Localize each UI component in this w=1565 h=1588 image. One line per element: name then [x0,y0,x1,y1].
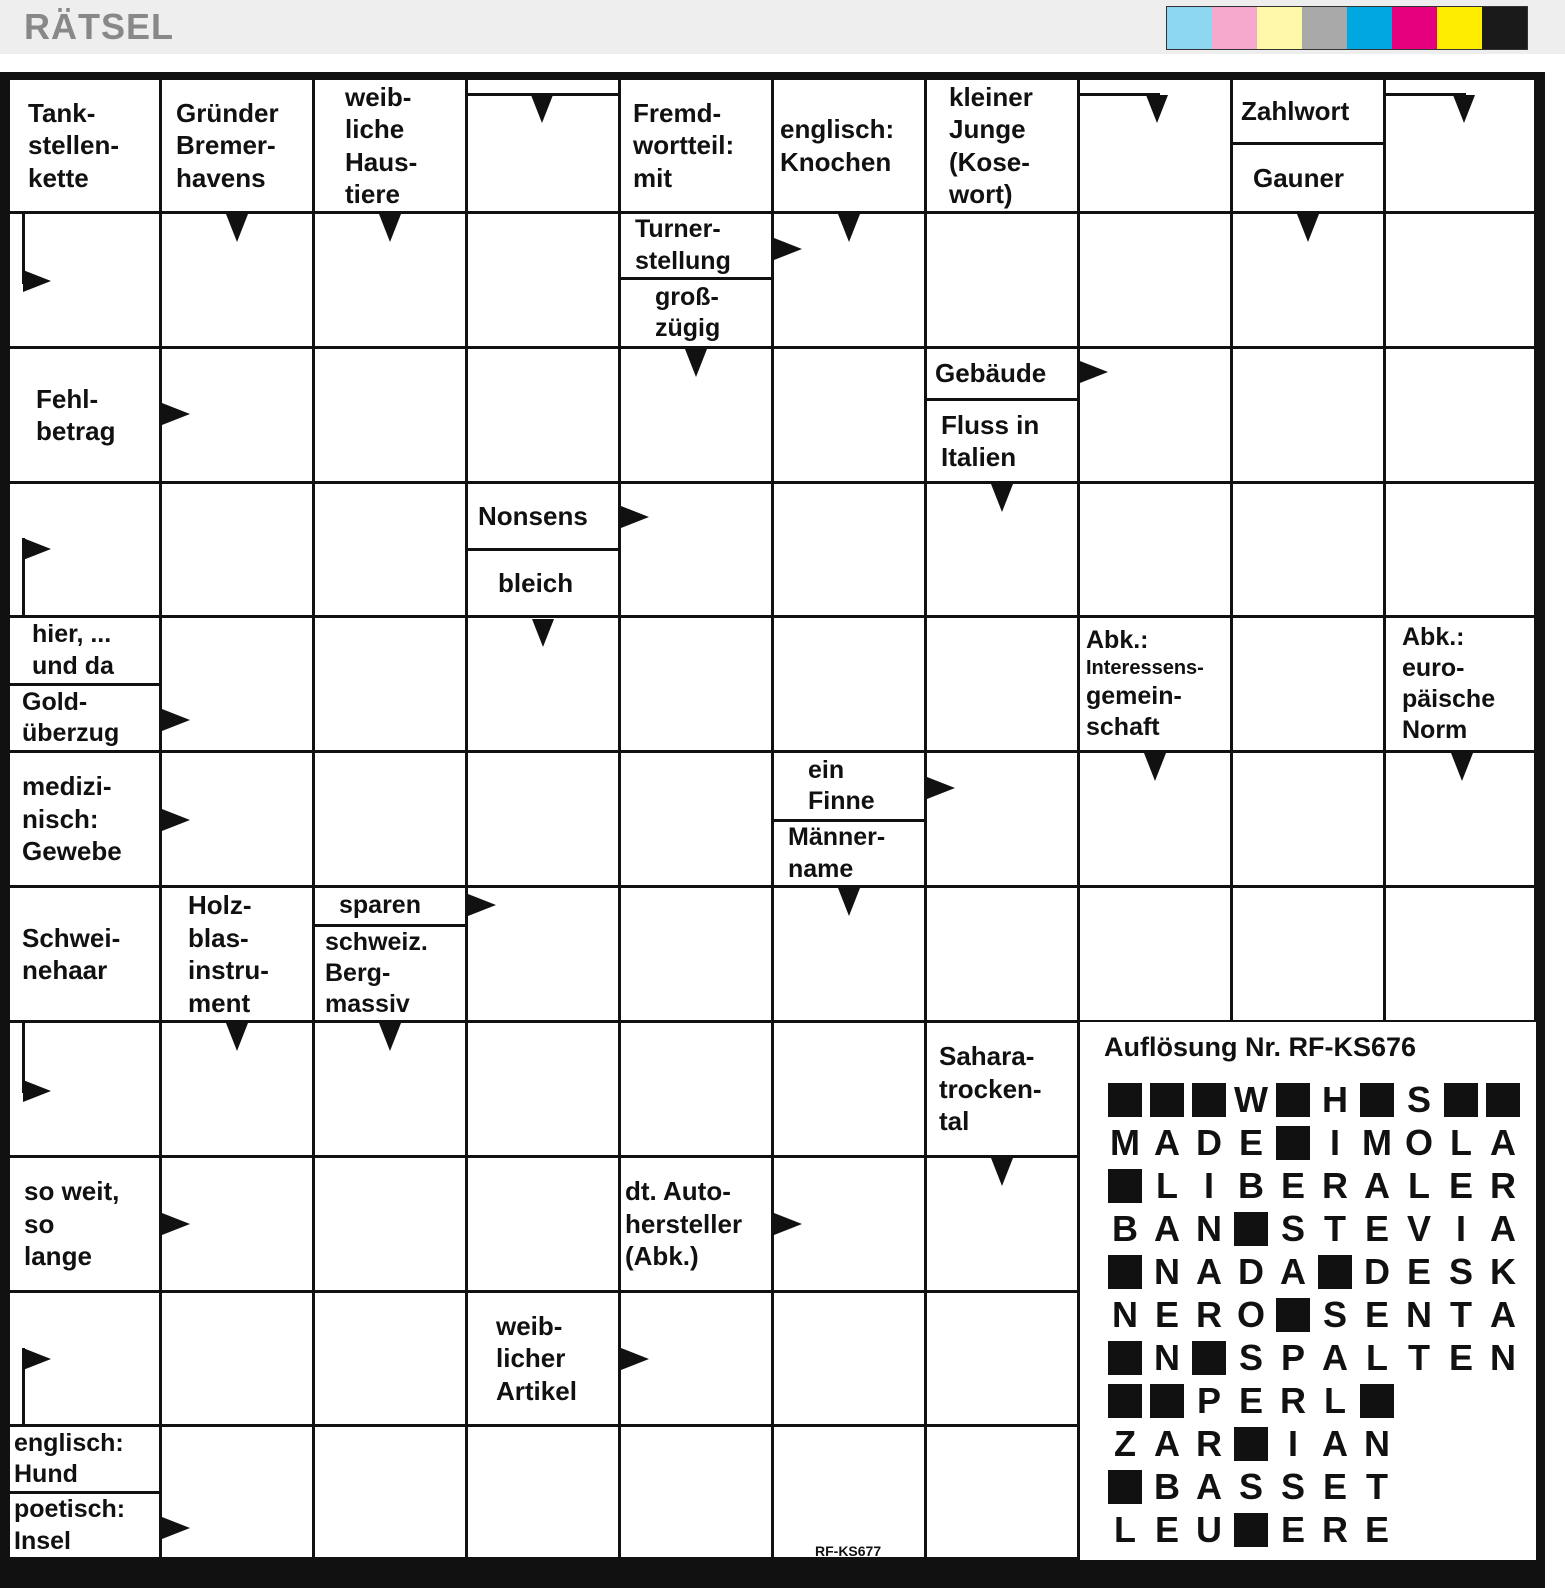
solution-letter: A [1490,1208,1516,1249]
solution-block [1314,1252,1356,1292]
solution-block [1104,1166,1146,1206]
solution-letter: N [1406,1294,1432,1335]
solution-row [1104,1510,1398,1550]
grid-cell[interactable] [315,484,465,615]
solution-letter: E [1364,1294,1389,1335]
grid-cell[interactable] [774,1427,924,1557]
arrow-down-icon [991,1158,1013,1186]
black-square-icon [1318,1255,1352,1289]
solution-block [1272,1123,1314,1163]
grid-cell[interactable] [468,1023,618,1155]
black-square-icon [1360,1083,1394,1117]
arrow-stem [22,214,25,284]
solution-letter: E [1322,1466,1347,1507]
arrow-down-icon [1144,753,1166,781]
solution-letter: T [1408,1337,1430,1378]
arrow-right-icon [23,1080,51,1102]
solution-letter: B [1238,1165,1264,1206]
arrow-down-icon [379,1023,401,1051]
color-swatch [1482,7,1527,49]
arrow-stem [22,1348,25,1426]
arrow-stem [22,538,25,618]
clue-maennername: Männer- name [774,822,924,885]
grid-cell[interactable] [621,753,771,885]
solution-row [1104,1252,1524,1292]
grid-cell[interactable] [927,753,1077,885]
grid-cell[interactable] [315,618,465,750]
arrow-right-icon [774,1213,802,1235]
clue-schweiz-bergmassiv: schweiz. Berg- massiv [315,927,465,1020]
clue-gauner: Gauner [1233,145,1383,211]
color-swatch [1212,7,1257,49]
grid-cell[interactable] [774,618,924,750]
solution-letter: L [1324,1380,1346,1421]
black-square-icon [1108,1470,1142,1504]
grid-cell[interactable] [315,753,465,885]
arrow-stem [22,1023,25,1093]
arrow-right-icon [162,1213,190,1235]
arrow-stem [1080,93,1160,96]
solution-letter: W [1234,1079,1268,1120]
arrow-right-icon [162,1517,190,1539]
solution-row [1104,1123,1524,1163]
solution-letter: E [1364,1208,1389,1249]
grid-cell[interactable] [621,1427,771,1557]
black-square-icon [1276,1126,1310,1160]
grid-cell[interactable] [315,1427,465,1557]
solution-letter: I [1287,1423,1298,1464]
arrow-down-icon [838,888,860,916]
black-square-icon [1234,1427,1268,1461]
clue-englisch-hund: englisch: Hund [10,1427,159,1491]
grid-cell[interactable] [315,1158,465,1290]
grid-cell[interactable] [1386,349,1534,481]
clue-holzblasinstrument: Holz- blas- instru- ment [162,888,312,1020]
clue-turnerstellung: Turner- stellung [621,214,771,277]
arrow-right-icon [621,506,649,528]
grid-cell[interactable] [315,349,465,481]
solution-letter: Z [1114,1423,1136,1464]
black-square-icon [1444,1083,1478,1117]
solution-letter: D [1196,1122,1222,1163]
black-square-icon [1192,1341,1226,1375]
arrow-down-icon [226,214,248,242]
grid-cell[interactable] [927,1427,1077,1557]
solution-letter: N [1364,1423,1390,1464]
arrow-right-icon [162,403,190,425]
clue-nonsens: Nonsens [468,484,618,548]
solution-block [1230,1510,1272,1550]
black-square-icon [1150,1384,1184,1418]
header-bar [0,0,1565,54]
solution-letter: E [1448,1165,1473,1206]
solution-letter: R [1280,1380,1306,1421]
black-square-icon [1108,1255,1142,1289]
solution-letter: N [1154,1337,1180,1378]
solution-letter: V [1406,1208,1431,1249]
solution-letter: A [1154,1208,1180,1249]
solution-block [1272,1295,1314,1335]
clue-tankstellenkette: Tank- stellen- kette [10,80,159,211]
clue-text-part: gemein- schaft [1086,681,1182,742]
solution-letter: E [1238,1380,1263,1421]
clue-weibliche-haustiere: weib- liche Haus- tiere [315,80,465,211]
solution-letter: N [1112,1294,1138,1335]
solution-letter: S [1406,1079,1431,1120]
black-square-icon [1276,1298,1310,1332]
solution-letter: S [1322,1294,1347,1335]
solution-letter: P [1280,1337,1305,1378]
solution-letter: T [1450,1294,1472,1335]
clue-dt-autohersteller: dt. Auto- hersteller (Abk.) [621,1158,771,1290]
black-square-icon [1486,1083,1520,1117]
clue-englisch-knochen: englisch: Knochen [774,80,924,211]
arrow-right-icon [1080,361,1108,383]
solution-letter: E [1280,1165,1305,1206]
arrow-down-icon [1146,95,1168,123]
arrow-down-icon [1451,753,1473,781]
color-swatch [1347,7,1392,49]
solution-block [1104,1338,1146,1378]
solution-row [1104,1381,1398,1421]
solution-letter: L [1450,1122,1472,1163]
color-swatches [1166,6,1528,50]
clue-bleich: bleich [468,551,618,615]
grid-cell[interactable] [1233,349,1383,481]
solution-letter: R [1322,1509,1348,1550]
grid-cell[interactable] [927,1293,1077,1424]
grid-cell[interactable] [1233,888,1383,1020]
arrow-right-icon [162,809,190,831]
grid-cell[interactable] [1080,484,1230,615]
solution-letter: D [1364,1251,1390,1292]
arrow-right-icon [774,238,802,260]
solution-panel [1080,1022,1536,1560]
clue-poetisch-insel: poetisch: Insel [10,1494,159,1557]
color-swatch [1257,7,1302,49]
black-square-icon [1360,1384,1394,1418]
grid-cell[interactable] [774,1023,924,1155]
grid-cell[interactable] [774,484,924,615]
solution-letter: N [1196,1208,1222,1249]
solution-block [1440,1080,1482,1120]
solution-row [1104,1424,1398,1464]
clue-fremdwortteil: Fremd- wortteil: mit [621,80,771,211]
solution-letter: T [1366,1466,1388,1507]
clue-medizinisch: medizi- nisch: Gewebe [10,753,159,885]
solution-block [1356,1381,1398,1421]
grid-cell[interactable] [162,1293,312,1424]
solution-letter: E [1280,1509,1305,1550]
color-swatch [1437,7,1482,49]
solution-block [1104,1080,1146,1120]
solution-letter: L [1114,1509,1136,1550]
grid-cell[interactable] [1386,484,1534,615]
solution-letter: L [1156,1165,1178,1206]
arrow-right-icon [927,777,955,799]
clue-zahlwort: Zahlwort [1233,80,1383,142]
arrow-stem [1386,93,1466,96]
grid-cell[interactable] [1233,753,1383,885]
black-square-icon [1276,1083,1310,1117]
arrow-right-icon [621,1348,649,1370]
puzzle-code: RF-KS677 [815,1543,882,1559]
black-square-icon [1192,1083,1226,1117]
solution-letter: O [1404,1122,1433,1163]
solution-letter: N [1490,1337,1516,1378]
solution-row [1104,1209,1524,1249]
solution-block [1146,1381,1188,1421]
clue-goldueberzug: Gold- überzug [10,686,159,750]
solution-letter: S [1280,1466,1305,1507]
grid-cell[interactable] [774,349,924,481]
arrow-right-icon [23,270,51,292]
solution-letter: S [1448,1251,1473,1292]
solution-letter: B [1154,1466,1180,1507]
clue-kleiner-junge: kleiner Junge (Kose- wort) [927,80,1077,211]
solution-block [1104,1252,1146,1292]
clue-gruender: Gründer Bremer- havens [162,80,312,211]
arrow-down-icon [1453,95,1475,123]
solution-block [1272,1080,1314,1120]
clue-text-part: Interessens- [1086,656,1204,679]
arrow-right-icon [162,709,190,731]
black-square-icon [1234,1212,1268,1246]
solution-letter: R [1490,1165,1516,1206]
arrow-right-icon [23,1348,51,1370]
solution-letter: E [1406,1251,1431,1292]
grid-cell[interactable] [621,484,771,615]
solution-row [1104,1080,1524,1120]
grid-cell[interactable] [1386,214,1534,346]
black-square-icon [1108,1341,1142,1375]
black-square-icon [1108,1384,1142,1418]
arrow-stem [468,93,618,96]
solution-letter: K [1490,1251,1516,1292]
solution-block [1356,1080,1398,1120]
grid-cell[interactable] [621,1023,771,1155]
solution-letter: A [1196,1251,1222,1292]
clue-gebaeude: Gebäude [927,349,1077,398]
clue-abk-norm: Abk.: euro- päische Norm [1386,618,1534,750]
arrow-down-icon [1297,214,1319,242]
solution-letter: A [1154,1122,1180,1163]
solution-letter: M [1362,1122,1392,1163]
solution-block [1146,1080,1188,1120]
arrow-down-icon [532,619,554,647]
solution-letter: A [1490,1294,1516,1335]
black-square-icon [1108,1083,1142,1117]
clue-abk-interessensgemeinschaft [1080,618,1230,750]
solution-letter: L [1408,1165,1430,1206]
solution-row [1104,1166,1524,1206]
solution-letter: T [1324,1208,1346,1249]
solution-letter: D [1238,1251,1264,1292]
grid-cell[interactable] [315,1293,465,1424]
black-square-icon [1150,1083,1184,1117]
grid-cell[interactable] [1080,214,1230,346]
solution-block [1188,1338,1230,1378]
clue-sparen: sparen [315,888,465,924]
grid-cell[interactable] [621,618,771,750]
solution-letter: O [1236,1294,1265,1335]
grid-cell[interactable] [468,349,618,481]
solution-letter: E [1238,1122,1263,1163]
clue-saharatrockental: Sahara- trocken- tal [927,1023,1077,1155]
solution-letter: A [1322,1337,1348,1378]
solution-letter: M [1110,1122,1140,1163]
solution-row [1104,1295,1524,1335]
grid-cell[interactable] [1386,888,1534,1020]
solution-letter: S [1280,1208,1305,1249]
solution-letter: A [1154,1423,1180,1464]
solution-letter: A [1364,1165,1390,1206]
arrow-down-icon [991,484,1013,512]
solution-block [1188,1080,1230,1120]
solution-row [1104,1338,1524,1378]
solution-letter: I [1203,1165,1214,1206]
arrow-down-icon [226,1023,248,1051]
solution-title: Auflösung Nr. RF-KS676 [1104,1032,1417,1062]
grid-cell[interactable] [927,214,1077,346]
solution-letter: H [1322,1079,1348,1120]
arrow-down-icon [531,95,553,123]
clue-text-part: Abk.: [1086,625,1149,654]
solution-letter: L [1366,1337,1388,1378]
solution-letter: B [1112,1208,1138,1249]
solution-letter: R [1322,1165,1348,1206]
grid-cell[interactable] [468,1427,618,1557]
solution-block [1104,1381,1146,1421]
clue-hier-und-da: hier, ... und da [10,618,159,683]
grid-cell[interactable] [774,1293,924,1424]
grid-cell[interactable] [1233,484,1383,615]
solution-letter: A [1280,1251,1306,1292]
grid-cell[interactable] [927,888,1077,1020]
clue-so-weit: so weit, so lange [10,1158,159,1290]
grid-cell[interactable] [468,753,618,885]
solution-letter: P [1196,1380,1221,1421]
color-swatch [1302,7,1347,49]
solution-letter: A [1196,1466,1222,1507]
grid-cell[interactable] [927,618,1077,750]
solution-letter: E [1364,1509,1389,1550]
clue-fehlbetrag: Fehl- betrag [10,349,159,481]
arrow-right-icon [468,894,496,916]
arrow-down-icon [379,214,401,242]
solution-letter: E [1448,1337,1473,1378]
solution-block [1230,1424,1272,1464]
solution-letter: R [1196,1294,1222,1335]
clue-grosszuegig: groß- zügig [621,280,771,346]
solution-letter: E [1154,1294,1179,1335]
grid-cell[interactable] [1233,618,1383,750]
clue-ein-finne: ein Finne [774,753,924,819]
grid-cell[interactable] [621,888,771,1020]
solution-block [1230,1209,1272,1249]
page-title: RÄTSEL [24,6,174,47]
solution-row [1104,1467,1398,1507]
arrow-down-icon [838,214,860,242]
solution-letter: I [1455,1208,1466,1249]
solution-block [1104,1467,1146,1507]
solution-letter: R [1196,1423,1222,1464]
solution-letter: S [1238,1337,1263,1378]
black-square-icon [1108,1169,1142,1203]
grid-cell[interactable] [468,214,618,346]
solution-letter: I [1329,1122,1340,1163]
solution-letter: E [1154,1509,1179,1550]
color-swatch [1167,7,1212,49]
solution-letter: A [1490,1122,1516,1163]
clue-fluss-italien: Fluss in Italien [927,401,1077,481]
solution-letter: A [1322,1423,1348,1464]
color-swatch [1392,7,1437,49]
solution-letter: U [1196,1509,1222,1550]
black-square-icon [1234,1513,1268,1547]
arrow-right-icon [23,538,51,560]
grid-cell[interactable] [1080,888,1230,1020]
arrow-down-icon [685,349,707,377]
solution-block [1482,1080,1524,1120]
clue-weiblicher-artikel: weib- licher Artikel [468,1293,618,1424]
clue-schweinehaar: Schwei- nehaar [10,888,159,1020]
solution-letter: N [1154,1251,1180,1292]
grid-cell[interactable] [468,1158,618,1290]
grid-cell[interactable] [162,484,312,615]
solution-letter: S [1238,1466,1263,1507]
